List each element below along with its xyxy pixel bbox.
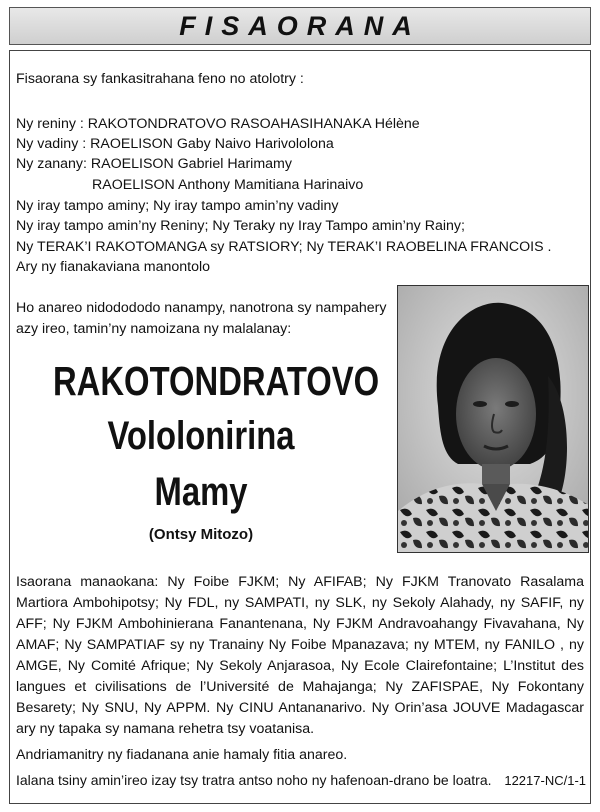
blessing-text: Andriamanitry ny fiadanana anie hamaly fitia anareo.: [16, 747, 348, 763]
header-banner: [9, 7, 591, 45]
portrait-photo: [397, 285, 589, 553]
announce-line-1: Ho anareo nidodododo nanampy, nanotrona sy nampahery: [16, 300, 387, 316]
family-descendants: Ny TERAK’I RAKOTOMANGA sy RATSIORY; Ny TERAK’I RAOBELINA FRANCOIS .: [16, 239, 552, 255]
page-title: FISAORANA: [179, 10, 421, 41]
family-spouse: Ny vadiny : RAOELISON Gaby Naivo Harivololona: [16, 136, 334, 152]
family-siblings-2: Ny iray tampo amin’ny Reniny; Ny Teraky ny Iray Tampo amin’ny Rainy;: [16, 218, 465, 234]
closing-text: Ialana tsiny amin’ireo izay tsy tratra antso noho ny hafenoan-drano be loatra.: [16, 772, 492, 788]
thanks-paragraph: Isaorana manaokana: Ny Foibe FJKM; Ny AFIFAB; Ny FJKM Tranovato Rasalama Martiora Ambohipotsy; Ny FDL, ny SAMPATI, ny SLK, ny Sekoly Alahady, ny SAFIF, ny AFF; Ny FJKM Ambohinierana Fanantenana, Ny FJKM Andravoahangy Fivavahana, Ny AMAF; Ny SAMPATIAF sy ny Tranainy Ny Foibe Mpanazava; ny MTEM, ny FANILO , ny AMGE, Ny Comité Afrique; Ny Sekoly Anjarasoa, Ny Ecole Clairefontaine; L’Institut des langues et civilisations de l’Université de Mahajanga; Ny ZAFISPAE, Ny Fokontany Besarety; Ny SNU, Ny APPM. Ny CINU Antananarivo. Ny Orin’asa JOUVE Madagascar ary ny tapaka sy namana rehetra tsy voatanisa.: [16, 574, 584, 737]
family-siblings: Ny iray tampo aminy; Ny iray tampo amin’ny vadiny: [16, 198, 339, 214]
deceased-nickname: (Ontsy Mitozo): [148, 526, 254, 543]
intro-text: Fisaorana sy fankasitrahana feno no atolotry :: [16, 71, 304, 87]
deceased-surname: RAKOTONDRATOVO: [53, 358, 380, 404]
family-children: Ny zanany: RAOELISON Gabriel Harimamy: [16, 156, 292, 172]
reference-code: 12217-NC/1-1: [504, 773, 586, 788]
family-children-2: RAOELISON Anthony Mamitiana Harinaivo: [92, 177, 364, 193]
family-mother: Ny reniny : RAKOTONDRATOVO RASOAHASIHANAKA Hélène: [16, 116, 420, 132]
family-all: Ary ny fianakaviana manontolo: [16, 259, 211, 275]
deceased-first-name: Vololonirina: [107, 414, 295, 458]
announce-line-2: azy ireo, tamin’ny namoizana ny malalanay:: [16, 321, 292, 337]
deceased-second-name: Mamy: [154, 470, 248, 514]
